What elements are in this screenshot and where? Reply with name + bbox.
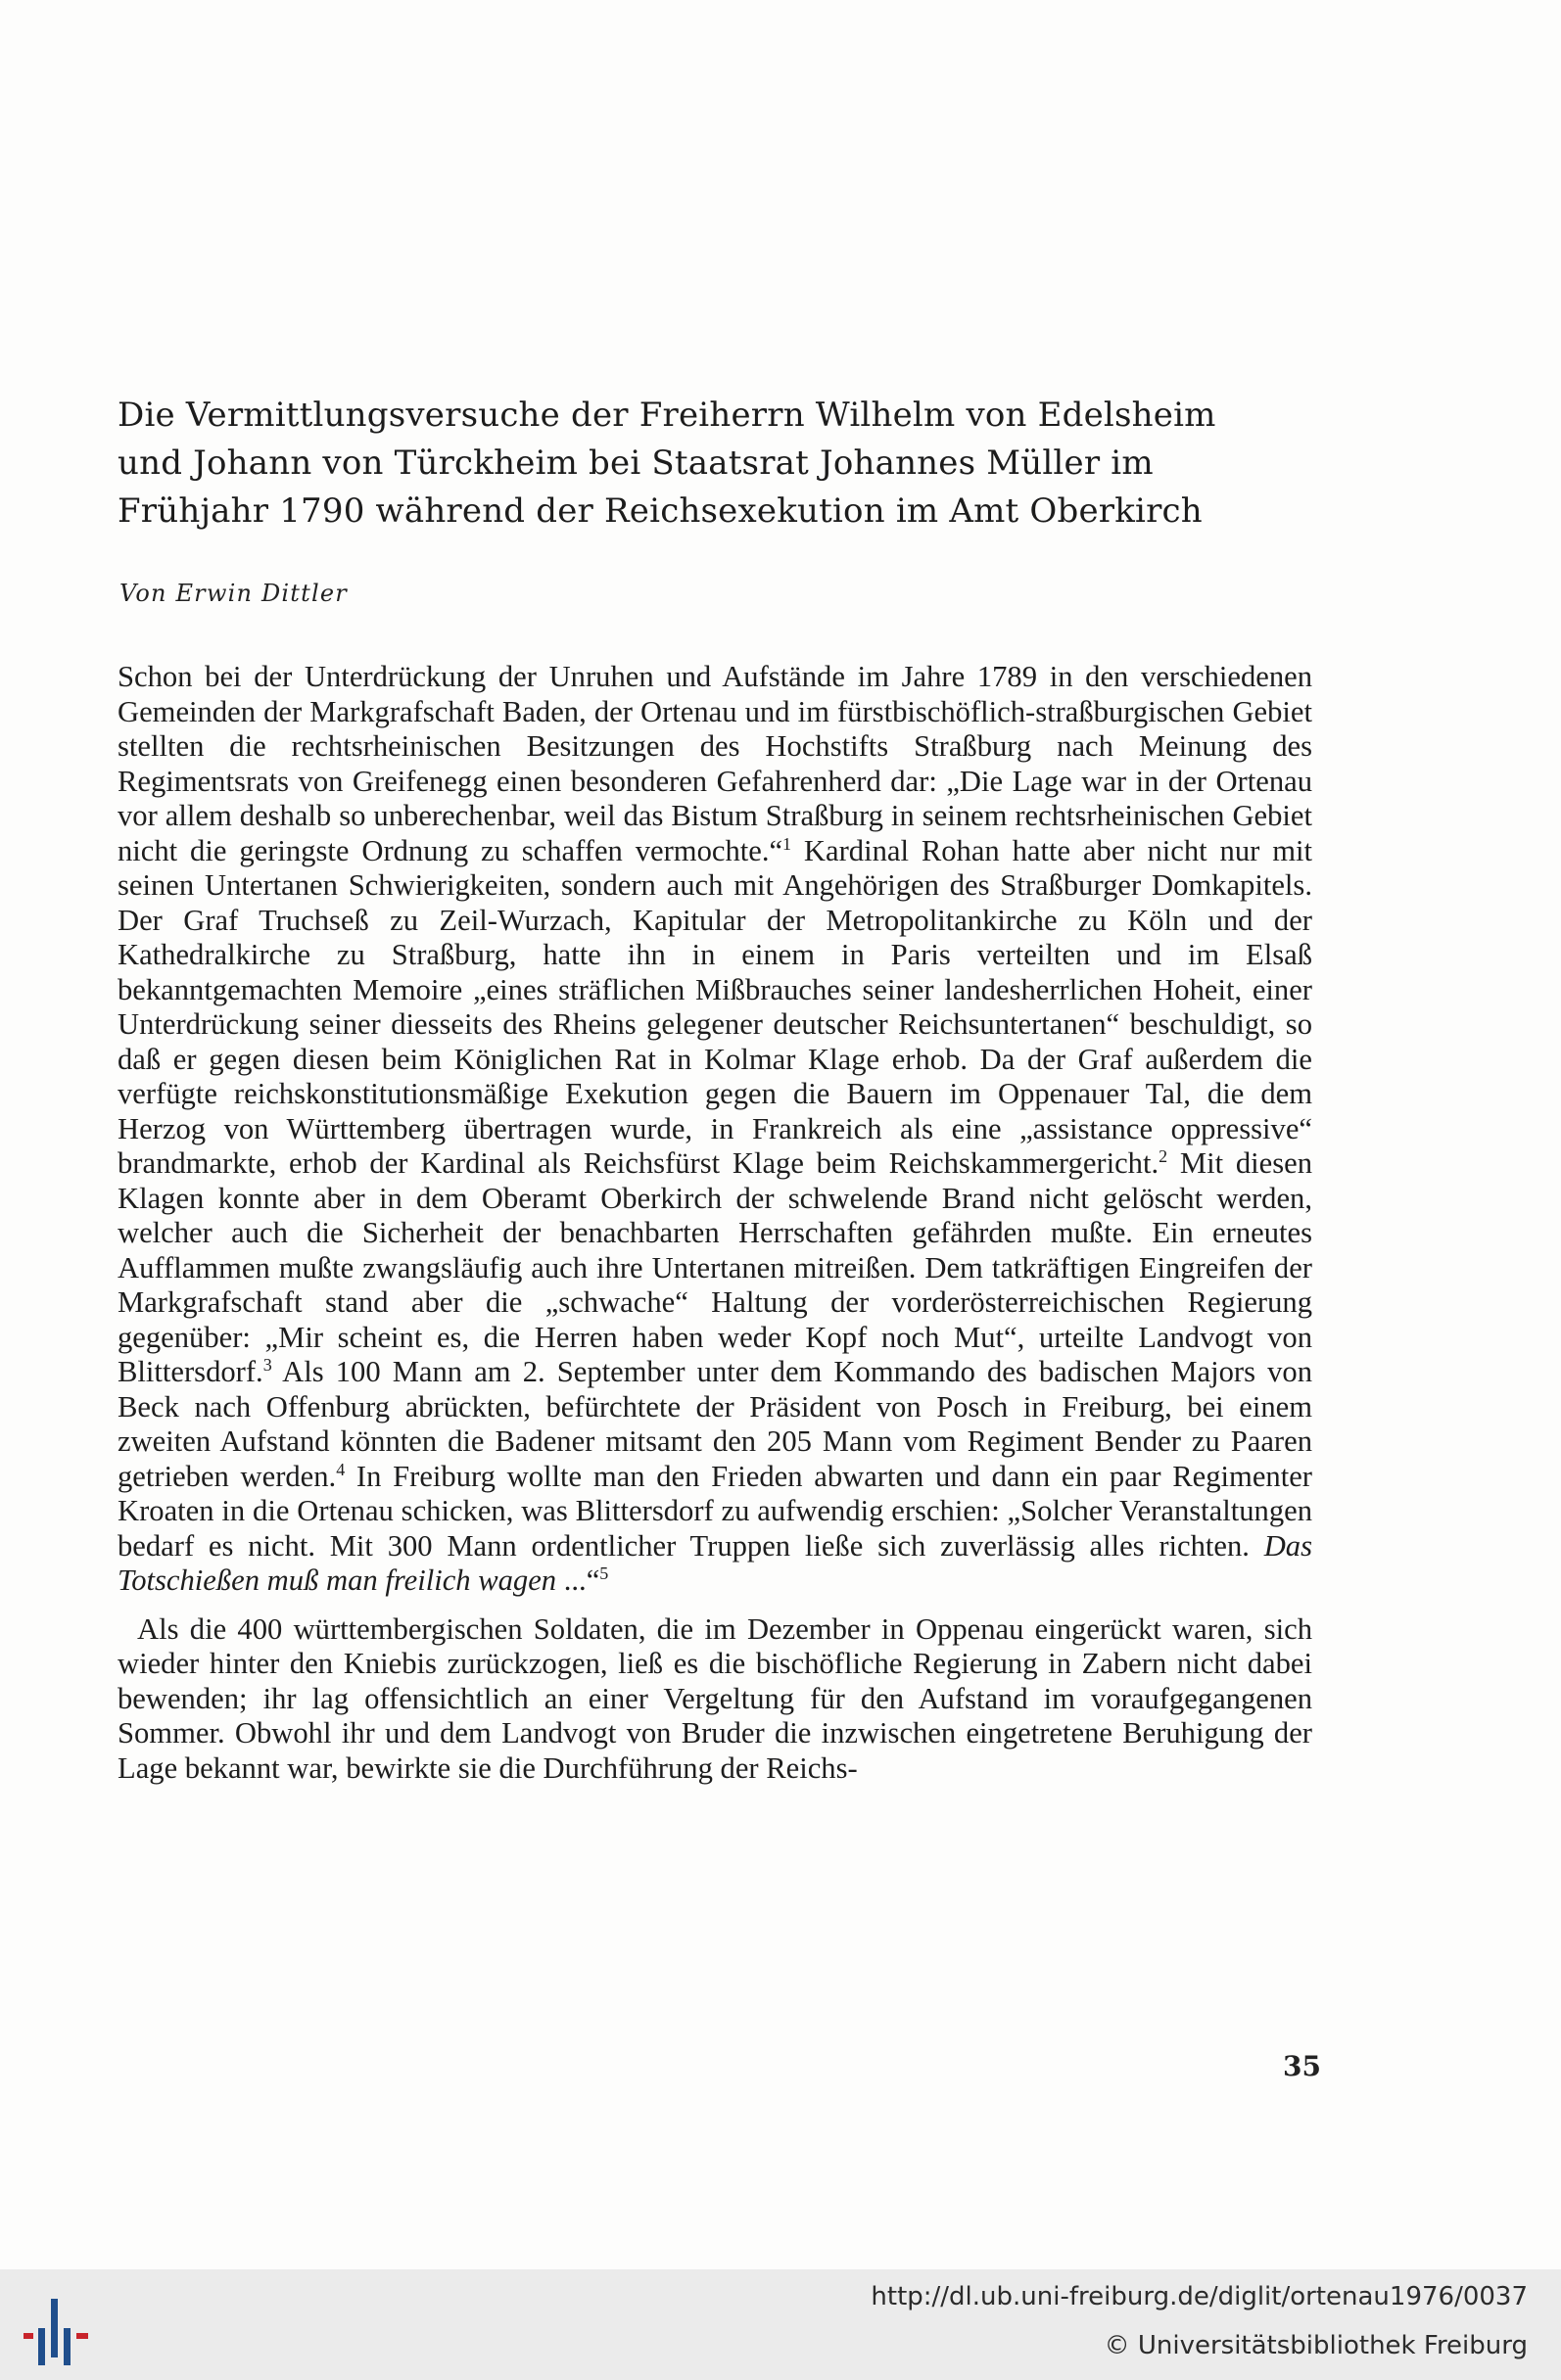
title-line-2: und Johann von Türckheim bei Staatsrat Johannes Müller im: [118, 443, 1154, 483]
paragraph-1: [118, 660, 1312, 1599]
paragraph-1-sentence-1: Schon bei der Unterdrückung der Unruhen und Aufstände im Jahre 1789 in den verschiedenen Gemeinden der Markgrafschaft Baden, der Ortenau und im fürstbischöflich-straßburgischen Gebiet stellten die rechtsrheinischen Besitzungen des Hochstifts Straßburg nach Meinung des Regimentsrats von Greifenegg einen besonderen Gefahrenherd dar: „Die Lage war in der Ortenau vor allem deshalb so unberechenbar, weil das Bistum Straßburg in seinem rechtsrheinischen Gebiet nicht die geringste Ordnung zu schaffen vermochte.“: [118, 660, 1312, 867]
footnote-ref-4: 4: [336, 1459, 346, 1479]
title-line-1: Die Vermittlungsversuche der Freiherrn Wilhelm von Edelsheim: [118, 396, 1216, 435]
copyright-credit: © Universitätsbibliothek Freiburg: [1104, 2331, 1528, 2360]
footnote-ref-1: 1: [782, 833, 792, 854]
footnote-ref-5: 5: [599, 1563, 609, 1583]
library-logo-icon: [22, 2289, 100, 2367]
author-byline: Von Erwin Dittler: [119, 580, 348, 607]
article-title: [118, 392, 1322, 536]
paragraph-1-sentence-3: Mit diesen Klagen konnte aber in dem Oberamt Oberkirch der schwelende Brand nicht gelöscht werden, welcher auch die Sicherheit der benachbarten Herrschaften gefährden mußte. Ein erneutes Aufflammen mußte zwangsläufig auch ihre Untertanen mitreißen. Dem tatkräftigen Eingreifen der Markgrafschaft stand aber die „schwache“ Haltung der vorderösterreichischen Regierung gegenüber: „Mir scheint es, die Herren haben weder Kopf noch Mut“, urteilte Landvogt von Blittersdorf.: [118, 1146, 1312, 1388]
page-number: 35: [1283, 2050, 1321, 2082]
source-url-link[interactable]: http://dl.ub.uni-freiburg.de/diglit/ortenau1976/0037: [871, 2282, 1528, 2311]
article-body: [118, 660, 1312, 1786]
footnote-ref-2: 2: [1159, 1145, 1168, 1166]
paragraph-1-sentence-4: Als 100 Mann am 2. September unter dem Kommando des badischen Majors von Beck nach Offenburg abrückten, befürchtete der Präsident von Posch in Freiburg, bei einem zweiten Aufstand könnten die Badener mitsamt den 205 Mann vom Regiment Bender zu Paaren getrieben werden.: [118, 1355, 1312, 1493]
paragraph-2: Als die 400 württembergischen Soldaten, die im Dezember in Oppenau eingerückt waren, sich wieder hinter den Kniebis zurückzogen, ließ es die bischöfliche Regierung in Zabern nicht dabei bewenden; ihr lag offensichtlich an einer Vergeltung für den Aufstand im voraufgegangenen Sommer. Obwohl ihr und dem Landvogt von Bruder die inzwischen eingetretene Beruhigung der Lage bekannt war, bewirkte sie die Durchführung der Reichs-: [118, 1611, 1312, 1785]
paragraph-1-italic-quote: Das Totschießen muß man freilich wagen: [118, 1528, 1312, 1597]
paragraph-1-sentence-2: Kardinal Rohan hatte aber nicht nur mit seinen Untertanen Schwierigkeiten, sondern auch mit Angehörigen des Straßburger Domkapitels. Der Graf Truchseß zu Zeil-Wurzach, Kapitular der Metropolitankirche zu Köln und der Kathedralkirche zu Straßburg, hatte ihn in einem in Paris verteilten und im Elsaß bekanntgemachten Memoire „eines sträflichen Mißbrauches seiner landesherrlichen Hoheit, einer Unterdrückung seiner diesseits des Rheins gelegener deutscher Reichsuntertanen“ beschuldigt, so daß er gegen diesen beim Königlichen Rat in Kolmar Klage erhob. Da der Graf außerdem die verfügte reichskonstitutionsmäßige Exekution gegen die Bauern im Oppenauer Tal, die dem Herzog von Württemberg übertragen wurde, in Frankreich als eine „assistance oppressive“ brandmarkte, erhob der Kardinal als Reichsfürst Klage beim Reichskammergericht.: [118, 833, 1313, 1180]
paragraph-1-sentence-5: In Freiburg wollte man den Frieden abwarten und dann ein paar Regimenter Kroaten in die Ortenau schicken, was Blittersdorf zu aufwendig erschien: „Solcher Veranstaltungen bedarf es nicht. Mit 300 Mann ordentlicher Truppen ließe sich zuverlässig alles richten.: [118, 1459, 1312, 1563]
title-line-3: Frühjahr 1790 während der Reichsexekution im Amt Oberkirch: [118, 491, 1203, 531]
footnote-ref-3: 3: [262, 1354, 272, 1375]
paragraph-1-quote-end: ...“: [556, 1563, 600, 1597]
